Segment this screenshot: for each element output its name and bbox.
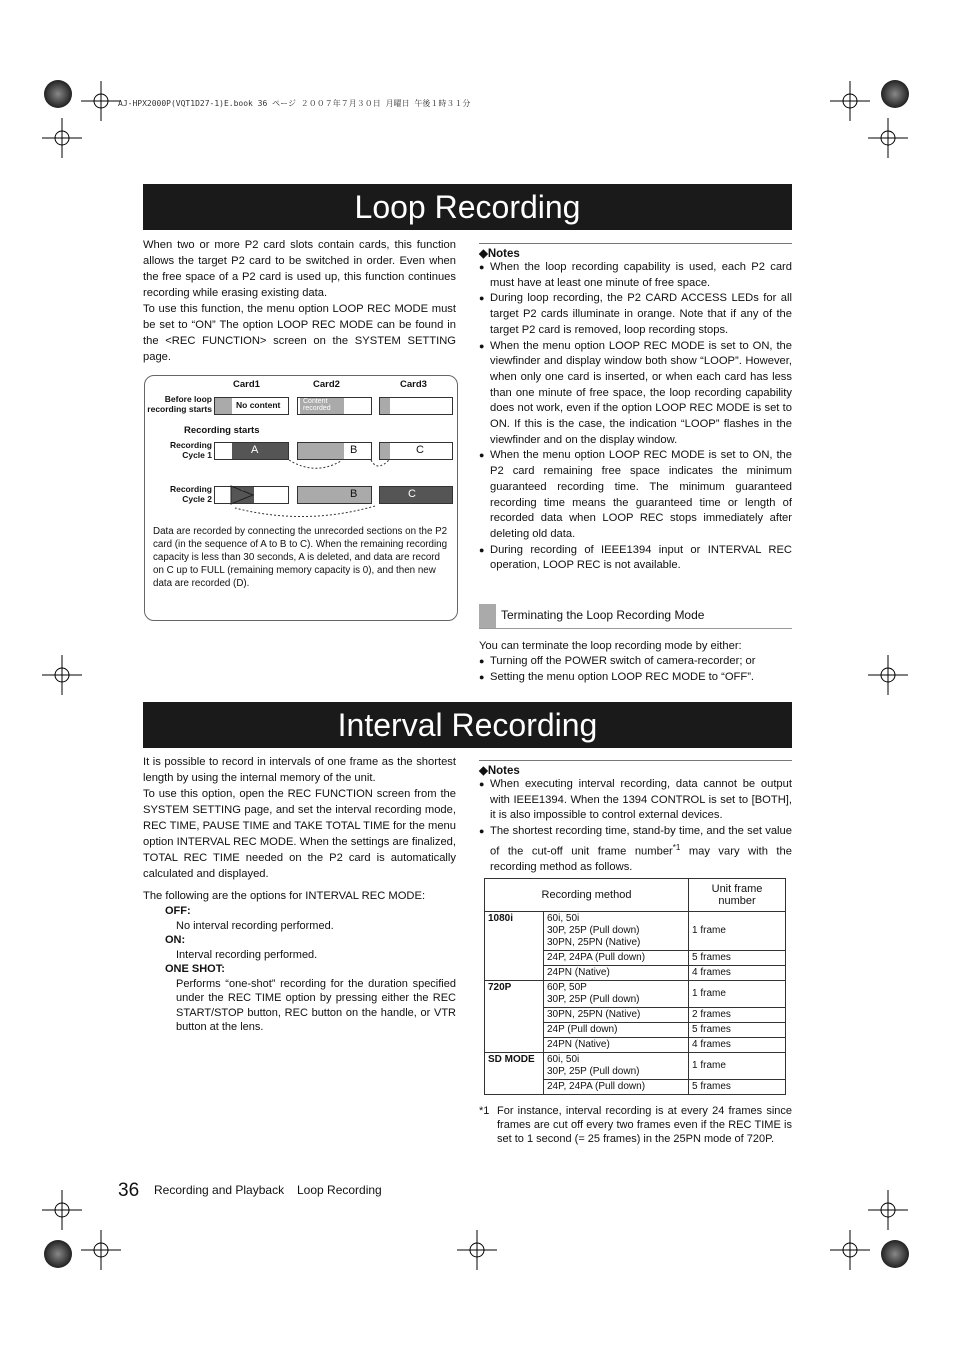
options-list — [143, 904, 456, 1035]
card3-label: Card3 — [400, 379, 427, 390]
page-number: 36 — [118, 1180, 140, 1201]
table-frames-cell: 5 frames — [689, 951, 786, 966]
table-method-cell: 24PN (Native) — [544, 1038, 689, 1053]
registration-circle-icon — [44, 80, 72, 108]
crosshair-icon — [457, 1230, 497, 1270]
table-method-cell: 30PN, 25PN (Native) — [544, 1008, 689, 1023]
header-unit-frame-number: Unit frame number — [689, 879, 786, 912]
cycle2-label: Recording Cycle 2 — [169, 484, 212, 504]
card2-label: Card2 — [313, 379, 340, 390]
recording-method-table — [484, 878, 786, 1095]
terminate-item-2: ● Setting the menu option LOOP REC MODE to “OFF”. — [479, 670, 792, 686]
loop-note-1: ● When the loop recording capability is used, each P2 card must have at least one minute of free space. — [479, 260, 792, 291]
table-frames-cell: 4 frames — [689, 1038, 786, 1053]
footnote-mark: *1 — [479, 1105, 490, 1117]
interval-recording-title: Interval Recording — [143, 702, 792, 748]
interval-note-2 — [479, 824, 792, 876]
crosshair-icon — [42, 1190, 82, 1230]
table-frames-cell: 1 frame — [689, 912, 786, 951]
terminate-heading — [479, 604, 792, 629]
terminate-section — [479, 638, 792, 685]
table-row — [485, 912, 786, 951]
interval-note-1: ● When executing interval recording, data cannot be output with IEEE1394. When the 1394 CONTROL is set to [BOTH], it is also impossible to control external devices. — [479, 777, 792, 824]
cycle-arrows — [145, 376, 457, 526]
table-header-row — [485, 879, 786, 912]
crosshair-icon — [868, 1190, 908, 1230]
segment-c-2: C — [408, 488, 416, 500]
table-method-cell: 24P (Pull down) — [544, 1023, 689, 1038]
table-method-cell: 24P, 24PA (Pull down) — [544, 951, 689, 966]
table-frames-cell: 1 frame — [689, 981, 786, 1008]
book-header-text: AJ-HPX2000P(VQT1D27-1)E.book 36 ページ ２００７年７月３０日 月曜日 午後１時３１分 — [118, 99, 471, 108]
crosshair-icon — [42, 118, 82, 158]
option-off-desc: No interval recording performed. — [176, 919, 334, 932]
crosshair-icon — [830, 81, 870, 121]
loop-note-3: ● When the menu option LOOP REC MODE is set to ON, the viewfinder and display window both show “LOOP”. However, when only one card is inserted, or when each card has less than one minute of free space, the loop recording capability does not work, even if the option LOOP REC MODE is set to ON. If this is the case, the indication “LOOP” flashes in the viewfinder and on the display window. — [479, 339, 792, 449]
crosshair-icon — [868, 118, 908, 158]
table-frames-cell: 5 frames — [689, 1023, 786, 1038]
before-loop-label: Before loop recording starts — [147, 394, 212, 414]
footnote — [479, 1104, 792, 1146]
registration-circle-icon — [881, 80, 909, 108]
option-oneshot-desc: Performs “one-shot” recording for the duration specified under the REC TIME option by pressing either the REC START/STOP button, REC button on the handle, or VTR button at the lens. — [176, 977, 456, 1033]
interval-intro-paragraph-2: To use this option, open the REC FUNCTION screen from the SYSTEM SETTING page, and set the interval recording mode, REC TIME, PAUSE TIME and TAKE TOTAL TIME for the menu option INTERVAL REC MODE. When the settings are finalized, TOTAL REC TIME needed on the P2 card is automatically calculated and displayed. — [143, 788, 456, 880]
footnote-text: For instance, interval recording is at every 24 frames since frames are cut off every two frames even if the REC TIME is set to 1 second (= 25 frames) in the 25PN mode of 720P. — [497, 1105, 792, 1145]
table-method-cell: 60i, 50i 30P, 25P (Pull down) 30PN, 25PN (Native) — [544, 912, 689, 951]
table-frames-cell: 1 frame — [689, 1053, 786, 1080]
heading-marker — [479, 604, 496, 628]
option-on-name: ON: — [165, 934, 186, 946]
interval-notes — [479, 760, 792, 876]
interval-intro-paragraph-1: It is possible to record in intervals of one frame as the shortest length by using the internal memory of the unit. — [143, 756, 456, 784]
segment-b: B — [350, 444, 358, 456]
crosshair-icon — [830, 1230, 870, 1270]
interval-notes-list — [479, 777, 792, 876]
card1-label: Card1 — [233, 379, 260, 390]
table-method-cell: 60i, 50i 30P, 25P (Pull down) — [544, 1053, 689, 1080]
crosshair-icon — [42, 655, 82, 695]
segment-a: A — [251, 444, 259, 456]
table-row — [485, 1053, 786, 1080]
table-method-cell: 60P, 50P 30P, 25P (Pull down) — [544, 981, 689, 1008]
footer-section: Recording and Playback — [154, 1183, 285, 1197]
no-content-label: No content — [236, 400, 281, 410]
interval-intro — [143, 754, 456, 1035]
segment-b-2: B — [350, 488, 358, 500]
table-mode-cell: 720P — [485, 981, 544, 1053]
table-frames-cell: 4 frames — [689, 966, 786, 981]
crosshair-icon — [81, 1230, 121, 1270]
diagram-caption: Data are recorded by connecting the unrecorded sections on the P2 card (in the sequence of A to B to C). When the remaining recording capacity is less than 30 seconds, A is deleted, and data are record on C up to FULL (remaining memory capacity is 0), and then new data are recorded (D). — [153, 526, 448, 589]
terminate-intro: You can terminate the loop recording mode by either: — [479, 640, 742, 652]
crosshair-icon — [81, 81, 121, 121]
option-oneshot-name: ONE SHOT: — [165, 963, 225, 975]
table-frames-cell: 5 frames — [689, 1080, 786, 1095]
options-intro: The following are the options for INTERVAL REC MODE: — [143, 890, 426, 902]
recording-method-table-wrap — [484, 878, 786, 1095]
table-method-cell: 24PN (Native) — [544, 966, 689, 981]
interval-note-2-tail: may vary with the recording method as follows. — [490, 845, 792, 874]
footer-subsection: Loop Recording — [297, 1183, 382, 1197]
loop-note-5: ● During recording of IEEE1394 input or INTERVAL REC operation, LOOP REC is not available. — [479, 543, 792, 574]
header-recording-method: Recording method — [485, 879, 689, 912]
loop-recording-title: Loop Recording — [143, 184, 792, 230]
crosshair-icon — [868, 655, 908, 695]
table-row — [485, 981, 786, 1008]
loop-intro-paragraph-2: To use this function, the menu option LOOP REC MODE must be set to “ON” The option LOOP REC MODE can be found in the <REC FUNCTION> screen on the SYSTEM SETTING page. — [143, 303, 456, 363]
loop-intro-paragraph-1: When two or more P2 card slots contain cards, this function allows the target P2 card to be switched in order. Even when the free space of a P2 card is used up, this function continues recording while erasing existing data. — [143, 239, 456, 299]
interval-note-2-text: The shortest recording time, stand-by time, and the set value of the cut-off unit frame number — [490, 825, 792, 858]
registration-circle-icon — [881, 1240, 909, 1268]
option-on-desc: Interval recording performed. — [176, 948, 318, 961]
loop-notes-title: ◆Notes — [479, 243, 792, 260]
loop-intro — [143, 237, 456, 365]
loop-notes-list — [479, 260, 792, 574]
loop-note-4: ● When the menu option LOOP REC MODE is set to ON, the P2 card remaining free space indicates the minimum guaranteed recording time. The minimum guaranteed recording time means the guaranteed time or length of recorded data when LOOP REC stops immediately after deleting old data. — [479, 448, 792, 542]
interval-notes-title: ◆Notes — [479, 760, 792, 777]
footnote-reference: *1 — [672, 842, 681, 852]
loop-recording-diagram — [144, 375, 458, 621]
registration-circle-icon — [44, 1240, 72, 1268]
table-frames-cell: 2 frames — [689, 1008, 786, 1023]
table-mode-cell: 1080i — [485, 912, 544, 981]
segment-c: C — [416, 444, 424, 456]
terminate-item-1: ● Turning off the POWER switch of camera-recorder; or — [479, 654, 792, 670]
content-recorded-label: Content recorded — [303, 398, 331, 412]
terminate-heading-text: Terminating the Loop Recording Mode — [501, 608, 705, 622]
table-mode-cell: SD MODE — [485, 1053, 544, 1095]
loop-notes — [479, 243, 792, 574]
terminate-list — [479, 654, 792, 685]
loop-note-2: ● During loop recording, the P2 CARD ACCESS LEDs for all target P2 cards illuminate in orange. Note that if any of the target P2 card is removed, loop recording stops. — [479, 291, 792, 338]
cycle1-label: Recording Cycle 1 — [169, 440, 212, 460]
option-off-name: OFF: — [165, 905, 191, 917]
recording-starts-label: Recording starts — [184, 425, 260, 436]
table-method-cell: 24P, 24PA (Pull down) — [544, 1080, 689, 1095]
